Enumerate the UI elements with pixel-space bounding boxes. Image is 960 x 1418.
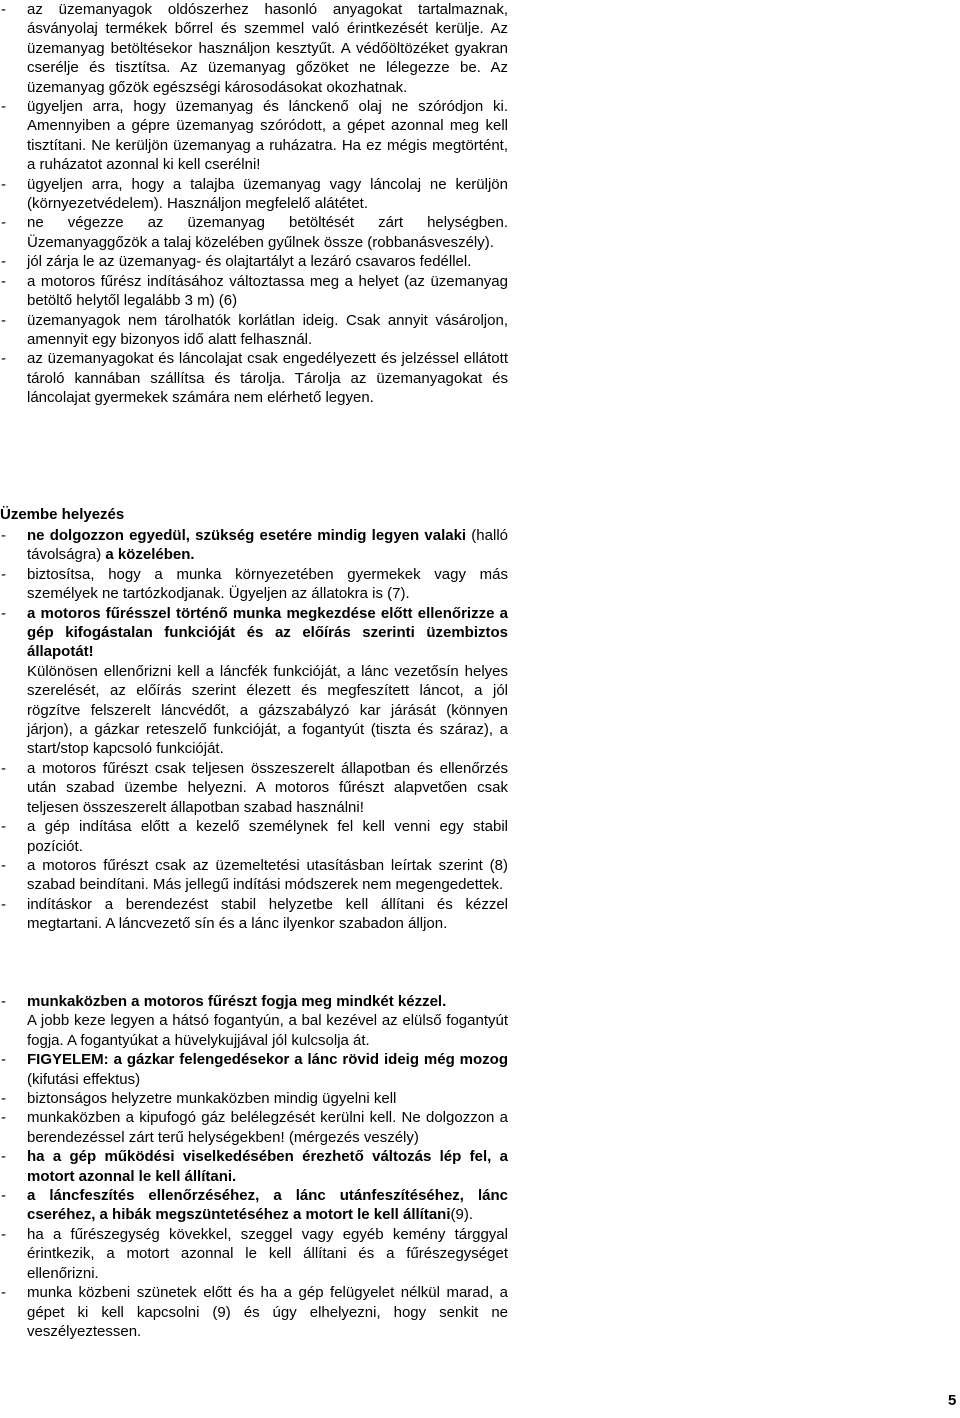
list-item: - a motoros fűrész indításához változtassa meg a helyet (az üzemanyag betöltő helytől legalább 3 m) (6) xyxy=(1,272,508,310)
list-item: - a gép indítása előtt a kezelő személynek fel kell venni egy stabil pozíciót. xyxy=(1,818,508,855)
list-item: - ha a gép működési viselkedésében érezhető változás lép fel, a motort azonnal le kell állítani. xyxy=(1,1148,508,1185)
fuel-safety-list xyxy=(0,0,508,408)
list-item: - ne dolgozzon egyedül, szükség esetére mindig legyen valaki (halló távolságra) a közelében. xyxy=(1,527,508,564)
list-item: - üzemanyagok nem tárolhatók korlátlan ideig. Csak annyit vásároljon, amennyit egy bizonyos idő alatt felhasznál. xyxy=(1,311,508,348)
list-item: - munkaközben a motoros fűrészt fogja meg mindkét kézzel. A jobb keze legyen a hátsó fogantyún, a bal kezével az elülső fogantyút fogja. A fogantyúkat a hüvelykujjával jól kulcsolja át. xyxy=(1,993,508,1049)
list-item: - a motoros fűrészt csak az üzemeltetési utasításban leírtak szerint (8) szabad beindítani. Más jellegű indítási módszerek nem megengedettek. xyxy=(1,856,508,894)
list-item: - ügyeljen arra, hogy üzemanyag és lánckenő olaj ne szóródjon ki. Amennyiben a gépre üzemanyag szóródott, a gépet azonnal meg kell tisztítani. Ne kerüljön üzemanyag a ruházatra. Ha ez mégis megtörtént, a ruházatot azonnal ki kell cserélni! xyxy=(1,98,508,174)
list-item: - munka közbeni szünetek előtt és ha a gép felügyelet nélkül marad, a gépet ki kell kapcsolni (9) és úgy elhelyezni, hogy senkit ne veszélyeztessen. xyxy=(1,1284,508,1340)
list-item: - az üzemanyagok oldószerhez hasonló anyagokat tartalmaznak, ásványolaj termékek bőrrel és szemmel való érintkezését kerülje. Az üzemanyag betöltésekor használjon kesztyűt. A védőöltözéket gyakran cserélje és tisztítsa. Az üzemanyag gőzöket ne lélegezze be. Az üzemanyag gőzök egészségi károsodásokat okozhatnak. xyxy=(1,1,508,96)
list-item: - FIGYELEM: a gázkar felengedésekor a lánc rövid ideig még mozog (kifutási effektus) xyxy=(1,1051,508,1088)
list-item: - ne végezze az üzemanyag betöltését zárt helységben. Üzemanyaggőzök a talaj közelében gyűlnek össze (robbanásveszély). xyxy=(1,214,508,251)
list-item: - a motoros fűrésszel történő munka megkezdése előtt ellenőrizze a gép kifogástalan funkcióját és az előírás szerinti üzembiztos állapotát! Különösen ellenőrizni kell a láncfék funkcióját, a lánc vezetősín helyes szerelését, az előírás szerint élezett és megfeszített láncot, a jól rögzítve felszerelt láncvédőt, a gázszabályzó kar járását (könnyen járjon), a gázkar reteszelő funkcióját, a fogantyút (tiszta és száraz), a start/stop kapcsoló funkcióját. xyxy=(1,604,508,758)
page-number: 5 xyxy=(948,1392,957,1409)
section-heading: Üzembe helyezés xyxy=(0,506,125,523)
list-item: - biztosítsa, hogy a munka környezetében gyermekek vagy más személyek ne tartózkodjanak. Ügyeljen az állatokra is (7). xyxy=(1,565,508,603)
operation-list xyxy=(0,992,508,1341)
list-item: - indításkor a berendezést stabil helyzetbe kell állítani és kézzel megtartani. A láncvezető sín és a lánc ilyenkor szabadon álljon. xyxy=(1,895,508,933)
list-item: - a motoros fűrészt csak teljesen összeszerelt állapotban és ellenőrzés után szabad üzembe helyezni. A motoros fűrészt alapvetően csak teljesen összeszerelt állapotban szabad használni! xyxy=(1,759,508,816)
startup-list xyxy=(0,526,508,934)
list-item: - az üzemanyagokat és láncolajat csak engedélyezett és jelzéssel ellátott tároló kannában szállítsa és tárolja. Tárolja az üzemanyagokat és láncolajat gyermekek számára nem elérhető legyen. xyxy=(1,350,508,407)
list-item: - ha a fűrészegység kövekkel, szeggel vagy egyéb kemény tárggyal érintkezik, a motort azonnal le kell állítani és a fűrészegységet ellenőrizni. xyxy=(1,1225,508,1282)
list-item: - biztonságos helyzetre munkaközben mindig ügyelni kell xyxy=(1,1090,397,1108)
list-item: - jól zárja le az üzemanyag- és olajtartályt a lezáró csavaros fedéllel. xyxy=(1,253,472,271)
list-item: - a láncfeszítés ellenőrzéséhez, a lánc utánfeszítéséhez, lánc cseréhez, a hibák megszüntetéséhez a motort le kell állítani(9). xyxy=(1,1187,508,1224)
list-item: - munkaközben a kipufogó gáz belélegzését kerülni kell. Ne dolgozzon a berendezéssel zárt terű helységekben! (mérgezés veszély) xyxy=(1,1109,508,1146)
list-item: - ügyeljen arra, hogy a talajba üzemanyag vagy láncolaj ne kerüljön (környezetvédelem). Használjon megfelelő alátétet. xyxy=(1,175,508,213)
